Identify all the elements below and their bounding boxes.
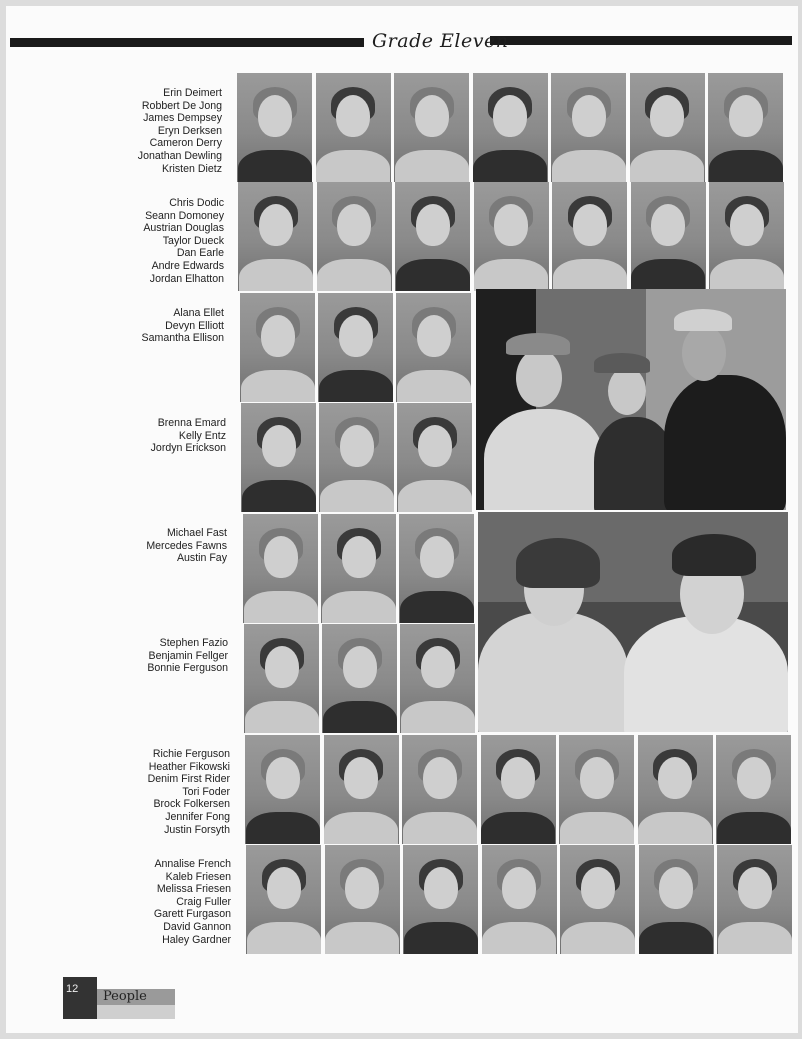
student-name: Richie Ferguson — [152, 748, 230, 760]
student-name: Andre Edwards — [151, 259, 224, 272]
student-portrait — [317, 182, 392, 291]
header-rule-right — [490, 36, 792, 45]
student-portrait — [321, 514, 396, 623]
candid-photo-students — [478, 512, 788, 732]
name-list — [62, 87, 222, 175]
student-portrait — [240, 293, 315, 402]
student-portrait — [482, 845, 557, 954]
name-list — [71, 858, 231, 946]
student-name: Garett Furgason — [153, 908, 231, 921]
student-portrait — [316, 73, 391, 182]
student-name: David Gannon — [163, 920, 231, 933]
student-portrait — [319, 403, 394, 512]
student-name: Samantha Ellison — [141, 332, 224, 345]
student-name: Jordyn Erickson — [150, 442, 226, 455]
student-portrait — [396, 293, 471, 402]
section-label: People — [103, 989, 147, 1004]
student-name: Erin Deimert — [163, 87, 222, 99]
student-portrait — [318, 293, 393, 402]
student-portrait — [394, 73, 469, 182]
student-name: Kaleb Friesen — [165, 870, 231, 883]
name-list — [68, 637, 228, 675]
student-portrait — [245, 735, 320, 844]
candid-photo-hats — [476, 289, 786, 510]
student-portrait — [716, 735, 791, 844]
student-portrait — [551, 73, 626, 182]
name-list — [64, 197, 224, 285]
student-name: Craig Fuller — [176, 895, 231, 908]
page-title: Grade Eleven — [372, 30, 509, 52]
student-name: Heather Fikowski — [148, 760, 230, 773]
student-name: Benjamin Fellger — [148, 649, 228, 662]
student-name: Chris Dodic — [169, 197, 224, 209]
student-name: James Dempsey — [143, 112, 222, 125]
student-name: Eryn Derksen — [157, 124, 222, 137]
page-number: 12 — [66, 983, 79, 995]
student-portrait — [717, 845, 792, 954]
student-portrait — [708, 73, 783, 182]
student-portrait — [481, 735, 556, 844]
student-name: Seann Domoney — [145, 209, 224, 222]
student-portrait — [244, 624, 319, 733]
student-portrait — [237, 73, 312, 182]
student-name: Michael Fast — [166, 527, 227, 539]
student-name: Jordan Elhatton — [149, 272, 224, 285]
student-name: Brenna Emard — [157, 417, 226, 429]
student-name: Kelly Entz — [178, 429, 226, 442]
student-portrait — [397, 403, 472, 512]
student-portrait — [709, 182, 784, 291]
student-portrait — [324, 735, 399, 844]
student-portrait — [552, 182, 627, 291]
student-portrait — [399, 514, 474, 623]
header-rule-left — [10, 38, 364, 47]
student-portrait — [639, 845, 714, 954]
name-list — [67, 527, 227, 565]
student-name: Jonathan Dewling — [137, 149, 222, 162]
student-portrait — [243, 514, 318, 623]
student-name: Devyn Elliott — [165, 319, 224, 332]
student-name: Melissa Friesen — [156, 883, 231, 896]
student-portrait — [403, 845, 478, 954]
name-list — [64, 307, 224, 345]
student-name: Justin Forsyth — [164, 823, 230, 836]
student-name: Dan Earle — [176, 247, 224, 260]
student-portrait — [241, 403, 316, 512]
student-name: Mercedes Fawns — [146, 539, 227, 552]
student-name: Taylor Dueck — [162, 234, 224, 247]
student-name: Kristen Dietz — [161, 162, 222, 175]
student-portrait — [631, 182, 706, 291]
student-name: Annalise French — [154, 858, 231, 870]
student-name: Stephen Fazio — [159, 637, 228, 649]
student-name: Robbert De Jong — [141, 99, 222, 112]
student-name: Jennifer Fong — [165, 810, 230, 823]
student-name: Austin Fay — [176, 552, 227, 565]
name-list — [66, 417, 226, 455]
student-portrait — [246, 845, 321, 954]
student-portrait — [322, 624, 397, 733]
student-portrait — [560, 845, 635, 954]
student-portrait — [473, 73, 548, 182]
student-portrait — [474, 182, 549, 291]
student-name: Austrian Douglas — [143, 222, 224, 235]
student-name: Haley Gardner — [162, 933, 231, 946]
student-name: Cameron Derry — [149, 137, 222, 150]
student-portrait — [395, 182, 470, 291]
student-portrait — [630, 73, 705, 182]
student-name: Tori Foder — [182, 785, 230, 798]
student-portrait — [400, 624, 475, 733]
student-portrait — [402, 735, 477, 844]
student-portrait — [559, 735, 634, 844]
student-portrait — [325, 845, 400, 954]
student-name: Denim First Rider — [147, 773, 230, 786]
student-name: Bonnie Ferguson — [147, 662, 228, 675]
student-portrait — [238, 182, 313, 291]
student-name: Brock Folkersen — [153, 798, 230, 811]
student-portrait — [638, 735, 713, 844]
name-list — [70, 748, 230, 836]
student-name: Alana Ellet — [173, 307, 224, 319]
